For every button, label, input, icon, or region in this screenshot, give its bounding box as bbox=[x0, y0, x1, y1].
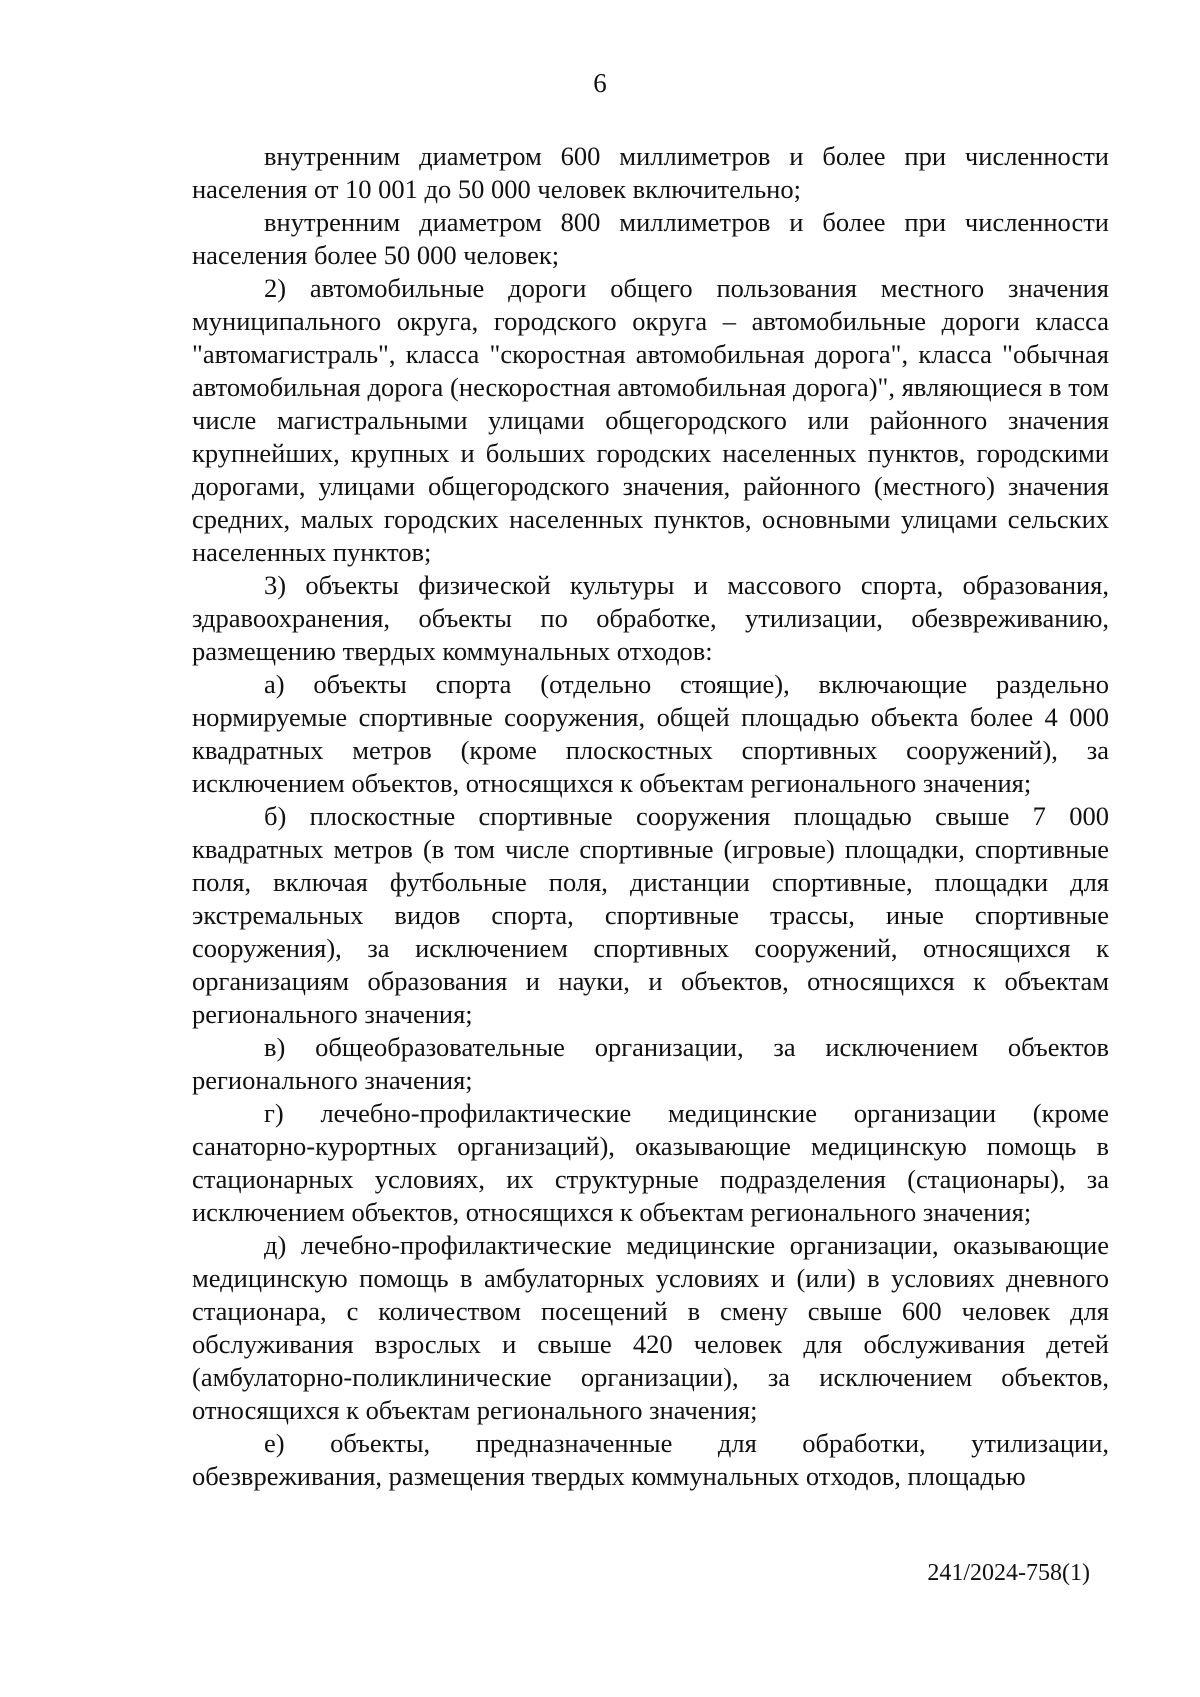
paragraph-subitem-g: г) лечебно-профилактические медицинские организации (кроме санаторно-курортных организаций), оказывающие медицинскую помощь в стационарных условиях, их структурные подразделения (стационары), за исключением объектов, относящихся к объектам регионального значения; bbox=[192, 1098, 1109, 1227]
paragraph-subitem-d: д) лечебно-профилактические медицинские организации, оказывающие медицинскую помощь в амбулаторных условиях и (или) в условиях дневного стационара, с количеством посещений в смену свыше 600 человек для обслуживания взрослых и свыше 420 человек для обслуживания детей (амбулаторно-поликлинические организации), за исключением объектов, относящихся к объектам регионального значения; bbox=[192, 1230, 1109, 1425]
paragraph-pipe-800mm: внутренним диаметром 800 миллиметров и более при численности населения более 50 000 человек; bbox=[192, 207, 1109, 270]
paragraph-item-2-roads: 2) автомобильные дороги общего пользования местного значения муниципального округа, городского округа – автомобильные дороги класса "автомагистраль", класса "скоростная автомобильная дорога", класса "обычная автомобильная дорога (нескоростная автомобильная дорога)", являющиеся в том числе магистральными улицами общегородского или районного значения крупнейших, крупных и больших городских населенных пунктов, городскими дорогами, улицами общегородского значения, районного (местного) значения средних, малых городских населенных пунктов, основными улицами сельских населенных пунктов; bbox=[192, 273, 1109, 567]
paragraph-subitem-a: а) объекты спорта (отдельно стоящие), включающие раздельно нормируемые спортивные сооружения, общей площадью объекта более 4 000 квадратных метров (кроме плоскостных спортивных сооружений), за исключением объектов, относящихся к объектам регионального значения; bbox=[192, 669, 1109, 798]
document-number: 241/2024-758(1) bbox=[927, 1560, 1090, 1586]
paragraph-item-3-facilities: 3) объекты физической культуры и массового спорта, образования, здравоохранения, объекты по обработке, утилизации, обезвреживанию, размещению твердых коммунальных отходов: bbox=[192, 570, 1109, 666]
page-number: 6 bbox=[593, 68, 607, 98]
paragraph-subitem-b: б) плоскостные спортивные сооружения площадью свыше 7 000 квадратных метров (в том числе спортивные (игровые) площадки, спортивные поля, включая футбольные поля, дистанции спортивные, площадки для экстремальных видов спорта, спортивные трассы, иные спортивные сооружения), за исключением спортивных сооружений, относящихся к организациям образования и науки, и объектов, относящихся к объектам регионального значения; bbox=[192, 801, 1109, 1029]
document-body bbox=[192, 140, 1109, 1493]
paragraph-subitem-e: е) объекты, предназначенные для обработки, утилизации, обезвреживания, размещения твердых коммунальных отходов, площадью bbox=[192, 1428, 1109, 1491]
paragraph-pipe-600mm: внутренним диаметром 600 миллиметров и более при численности населения от 10 001 до 50 000 человек включительно; bbox=[192, 141, 1109, 204]
paragraph-subitem-v: в) общеобразовательные организации, за исключением объектов регионального значения; bbox=[192, 1032, 1109, 1095]
